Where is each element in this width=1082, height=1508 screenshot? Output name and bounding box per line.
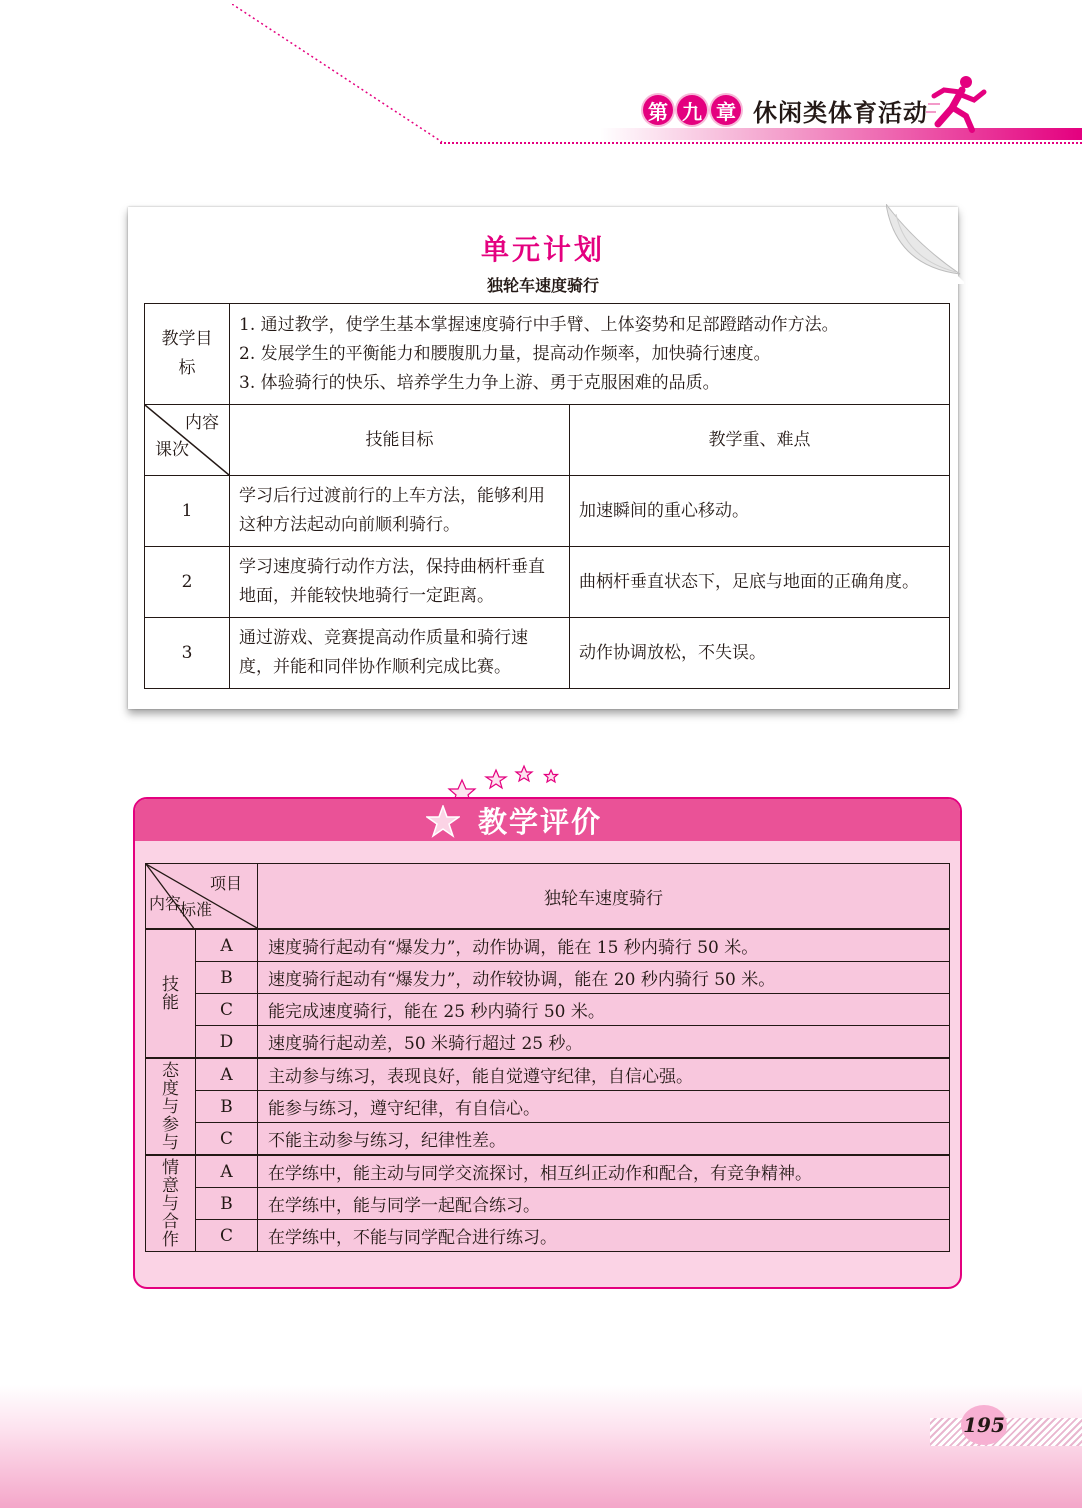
lesson-skill: 通过游戏、竞赛提高动作质量和骑行速度，并能和同伴协作顺利完成比赛。: [230, 618, 570, 689]
eval-grade: C: [196, 994, 258, 1026]
eval-diagonal-header: [146, 864, 258, 930]
col-key-header: 教学重、难点: [570, 405, 950, 476]
eval-grade: C: [196, 1220, 258, 1252]
eval-text: 速度骑行起动有“爆发力”，动作协调，能在 15 秒内骑行 50 米。: [258, 929, 950, 962]
eval-row: [146, 1026, 950, 1059]
header-dotted-line: [440, 142, 1082, 144]
eval-grade: B: [196, 1188, 258, 1220]
eval-row: [146, 1220, 950, 1252]
diag-bottom-label: 课次: [155, 440, 189, 460]
eval-text: 在学练中，能与同学一起配合练习。: [258, 1188, 950, 1220]
eval-text: 在学练中，能主动与同学交流探讨，相互纠正动作和配合，有竞争精神。: [258, 1155, 950, 1188]
goal-item: 1. 通过教学，使学生基本掌握速度骑行中手臂、上体姿势和足部蹬踏动作方法。: [239, 314, 839, 335]
eval-row: [146, 1155, 950, 1188]
eval-head-content: 内容: [149, 894, 182, 913]
eval-row: [146, 1123, 950, 1156]
eval-text: 能参与练习，遵守纪律，有自信心。: [258, 1091, 950, 1123]
eval-text: 速度骑行起动有“爆发力”，动作较协调，能在 20 秒内骑行 50 米。: [258, 962, 950, 994]
lesson-number: 1: [145, 476, 230, 547]
chapter-heading: [643, 92, 928, 128]
eval-grade: A: [196, 1058, 258, 1091]
lesson-key: 加速瞬间的重心移动。: [570, 476, 950, 547]
lesson-number: 2: [145, 547, 230, 618]
eval-group-label: 技能: [146, 929, 196, 1058]
eval-text: 主动参与练习，表现良好，能自觉遵守纪律，自信心强。: [258, 1058, 950, 1091]
chapter-title: 休闲类体育活动: [753, 97, 928, 127]
lesson-row: [145, 476, 950, 547]
chapter-char: 章: [711, 95, 741, 125]
eval-row: [146, 962, 950, 994]
eval-row: [146, 929, 950, 962]
eval-header-row: [146, 864, 950, 930]
unit-plan-title: 单元计划: [480, 233, 605, 266]
chapter-char: 九: [677, 95, 707, 125]
eval-text: 在学练中，不能与同学配合进行练习。: [258, 1220, 950, 1252]
eval-text: 速度骑行起动差，50 米骑行超过 25 秒。: [258, 1026, 950, 1059]
eval-row: [146, 1188, 950, 1220]
eval-grade: A: [196, 929, 258, 962]
eval-row: [146, 1091, 950, 1123]
footer-gradient: [0, 1385, 1082, 1508]
evaluation-table: [145, 863, 950, 1252]
unit-plan-table: [144, 303, 950, 689]
lesson-skill: 学习后行过渡前行的上车方法，能够利用这种方法起动向前顺利骑行。: [230, 476, 570, 547]
goals-label: 教学目标: [145, 304, 230, 405]
header-band: [600, 128, 1082, 140]
eval-group-label: 情意与合作: [146, 1155, 196, 1252]
eval-column-title: 独轮车速度骑行: [258, 864, 950, 930]
plan-header-row: [145, 405, 950, 476]
eval-grade: A: [196, 1155, 258, 1188]
diagonal-header-cell: [145, 405, 230, 476]
eval-grade: D: [196, 1026, 258, 1059]
unit-plan-subtitle: 独轮车速度骑行: [486, 276, 599, 295]
eval-text: 不能主动参与练习，纪律性差。: [258, 1123, 950, 1156]
header-dotted-diagonal: [232, 4, 447, 144]
lesson-number: 3: [145, 618, 230, 689]
eval-grade: B: [196, 962, 258, 994]
lesson-row: [145, 618, 950, 689]
eval-row: [146, 994, 950, 1026]
diag-top-label: 内容: [185, 413, 219, 433]
lesson-key: 动作协调放松，不失误。: [570, 618, 950, 689]
eval-grade: B: [196, 1091, 258, 1123]
col-skill-header: 技能目标: [230, 405, 570, 476]
evaluation-title: 教学评价: [478, 805, 603, 839]
lesson-row: [145, 547, 950, 618]
eval-head-std: 标准: [180, 900, 213, 919]
page-number: 195: [961, 1405, 1007, 1445]
runner-icon: [926, 74, 988, 134]
goal-item: 3. 体验骑行的快乐、培养学生力争上游、勇于克服困难的品质。: [239, 372, 720, 393]
lesson-skill: 学习速度骑行动作方法，保持曲柄杆垂直地面，并能较快地骑行一定距离。: [230, 547, 570, 618]
star-icon: [426, 805, 460, 839]
eval-grade: C: [196, 1123, 258, 1156]
eval-text: 能完成速度骑行，能在 25 秒内骑行 50 米。: [258, 994, 950, 1026]
goal-item: 2. 发展学生的平衡能力和腰腹肌力量，提高动作频率，加快骑行速度。: [239, 343, 771, 364]
goals-cell: [230, 304, 950, 405]
eval-row: [146, 1058, 950, 1091]
chapter-char: 第: [643, 95, 673, 125]
goals-row: [145, 304, 950, 405]
lesson-key: 曲柄杆垂直状态下，足底与地面的正确角度。: [570, 547, 950, 618]
eval-head-item: 项目: [210, 874, 243, 893]
eval-group-label: 态度与参与: [146, 1058, 196, 1155]
